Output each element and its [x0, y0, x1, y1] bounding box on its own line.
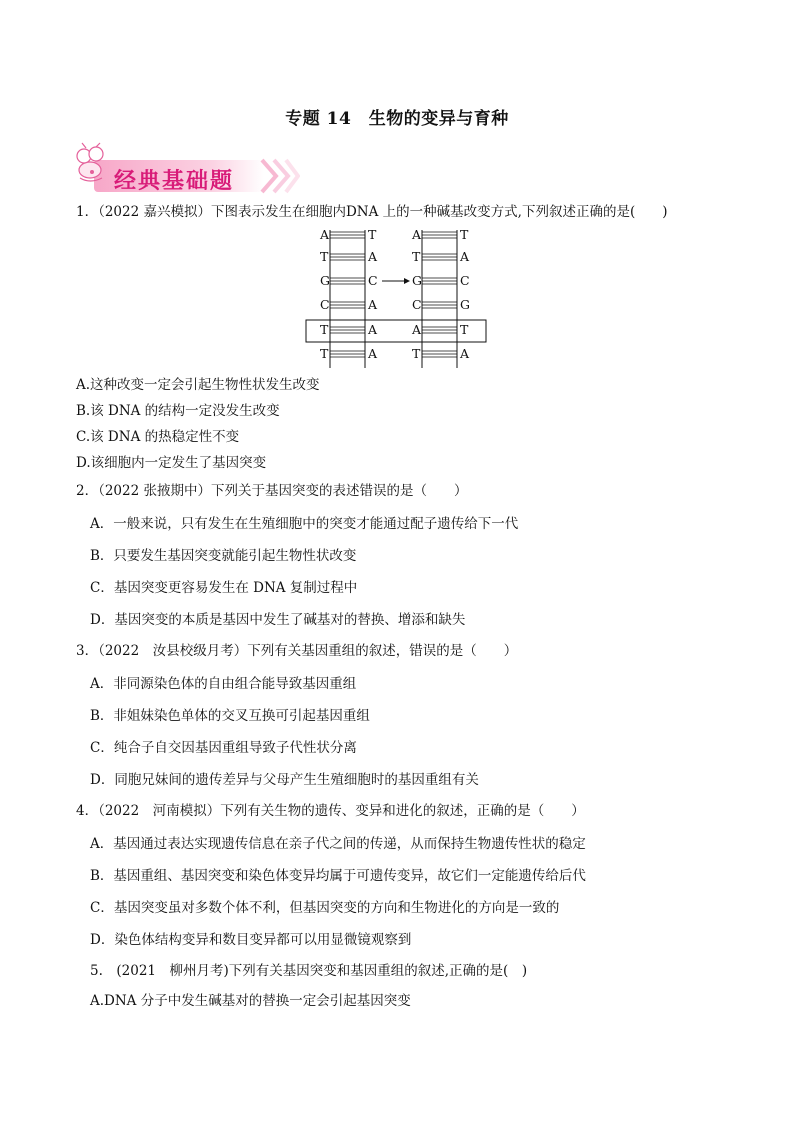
- dna-right-base-a: A: [412, 322, 422, 337]
- dna-right-base-a: T: [412, 249, 421, 264]
- q3-option-b: B．非姐妹染色单体的交叉互换可引起基因重组: [90, 708, 370, 724]
- dna-arrow-head: [404, 278, 410, 284]
- q1-option-d: D.该细胞内一定发生了基因突变: [76, 455, 267, 471]
- q5-option-a: A.DNA 分子中发生碱基对的替换一定会引起基因突变: [90, 993, 411, 1009]
- q4-option-a: A．基因通过表达实现遗传信息在亲子代之间的传递，从而保持生物遗传性状的稳定: [90, 836, 586, 852]
- q2-option-a: A．一般来说，只有发生在生殖细胞中的突变才能通过配子遗传给下一代: [90, 516, 519, 532]
- q4-option-b: B．基因重组、基因突变和染色体变异均属于可遗传变异，故它们一定能遗传给后代: [90, 868, 586, 884]
- dna-left-base-b: C: [368, 273, 378, 288]
- q5-stem: 5. (2021 柳州月考)下列有关基因突变和基因重组的叙述,正确的是( ): [90, 963, 528, 979]
- dna-right-base-a: G: [412, 273, 422, 288]
- section-banner: [66, 142, 300, 196]
- q2-option-c: C．基因突变更容易发生在 DNA 复制过程中: [90, 580, 358, 596]
- dna-right-base-b: A: [460, 346, 470, 361]
- q2-option-d: D．基因突变的本质是基因中发生了碱基对的替换、增添和缺失: [90, 612, 466, 628]
- dna-right-base-b: A: [460, 249, 470, 264]
- q3-stem: 3．（2022 汝县校级月考）下列有关基因重组的叙述，错误的是（ ）: [76, 643, 518, 659]
- dna-left-base-a: T: [320, 249, 329, 264]
- q4-option-c: C．基因突变虽对多数个体不利，但基因突变的方向和生物进化的方向是一致的: [90, 900, 560, 916]
- q2-option-b: B．只要发生基因突变就能引起生物性状改变: [90, 548, 357, 564]
- dna-left-base-a: C: [320, 297, 330, 312]
- q1-stem: 1．（2022 嘉兴模拟）下图表示发生在细胞内DNA 上的一种碱基改变方式,下列叙述正确的是( ): [76, 204, 668, 220]
- q4-stem: 4．（2022 河南模拟）下列有关生物的遗传、变异和进化的叙述，正确的是（ ）: [76, 803, 585, 819]
- q1-option-b: B.该 DNA 的结构一定没发生改变: [76, 403, 280, 419]
- dna-left-base-b: T: [368, 227, 377, 242]
- dna-right-base-a: A: [412, 227, 422, 242]
- q3-option-a: A．非同源染色体的自由组合能导致基因重组: [90, 676, 357, 692]
- q4-option-d: D．染色体结构变异和数目变异都可以用显微镜观察到: [90, 932, 412, 948]
- dna-left-base-a: T: [320, 322, 329, 337]
- q1-option-a: A.这种改变一定会引起生物性状发生改变: [76, 377, 320, 393]
- dna-left-base-b: A: [368, 346, 378, 361]
- q2-stem: 2．（2022 张掖期中）下列关于基因突变的表述错误的是（ ）: [76, 483, 468, 499]
- dna-left-base-b: A: [368, 249, 378, 264]
- dna-diagram: [300, 226, 500, 370]
- dna-right-base-b: C: [460, 273, 470, 288]
- q3-option-c: C．纯合子自交因基因重组导致子代性状分离: [90, 740, 357, 756]
- dna-right-base-b: G: [460, 297, 470, 312]
- dna-left-base-a: G: [320, 273, 330, 288]
- dna-right-base-b: T: [460, 227, 469, 242]
- dna-left-base-b: A: [368, 297, 378, 312]
- q1-option-c: C.该 DNA 的热稳定性不变: [76, 429, 240, 445]
- dna-right-base-a: C: [412, 297, 422, 312]
- q3-option-d: D．同胞兄妹间的遗传差异与父母产生生殖细胞时的基因重组有关: [90, 772, 479, 788]
- dna-left-base-a: A: [320, 227, 330, 242]
- dna-highlight-box: [306, 320, 486, 342]
- page-title: 专题 14 生物的变异与育种: [285, 109, 509, 129]
- banner-label: 经典基础题: [114, 169, 235, 194]
- dna-left-base-a: T: [320, 346, 329, 361]
- dna-right-base-b: T: [460, 322, 469, 337]
- dna-right-base-a: T: [412, 346, 421, 361]
- dna-left-base-b: A: [368, 322, 378, 337]
